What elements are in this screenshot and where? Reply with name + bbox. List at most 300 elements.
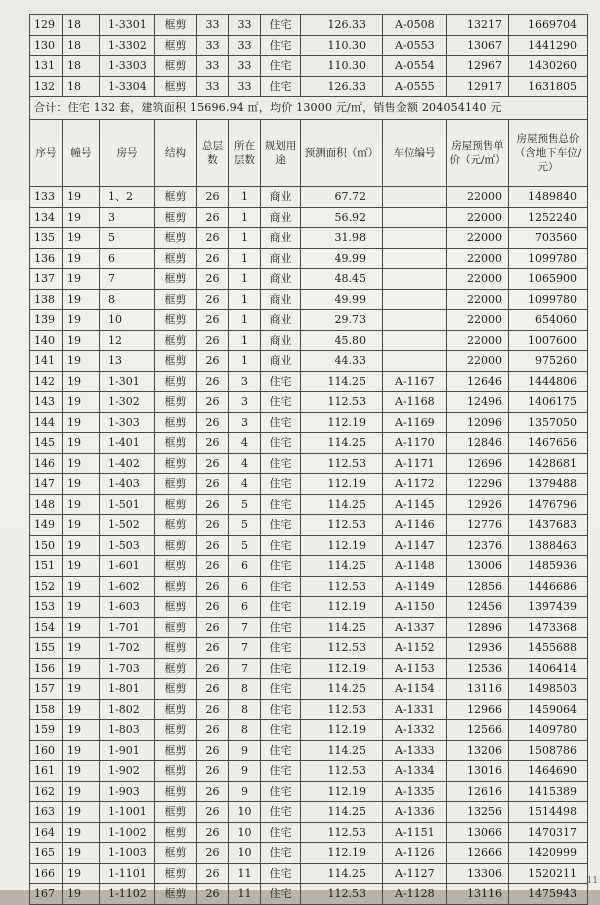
cell-total-floors: 26 xyxy=(197,597,229,618)
cell-building: 19 xyxy=(63,474,100,495)
table-row xyxy=(30,720,588,741)
table-row xyxy=(30,330,588,351)
table-row xyxy=(30,207,588,228)
cell-room: 1-903 xyxy=(100,781,155,802)
cell-serial: 142 xyxy=(30,371,63,392)
column-header: 结构 xyxy=(155,120,197,187)
cell-unit-price: 22000 xyxy=(447,310,509,331)
cell-building: 19 xyxy=(63,699,100,720)
cell-serial: 135 xyxy=(30,228,63,249)
cell-area: 31.98 xyxy=(301,228,383,249)
cell-floor: 6 xyxy=(229,576,261,597)
cell-parking: A-0554 xyxy=(383,56,447,77)
cell-room: 1-701 xyxy=(100,617,155,638)
cell-use: 商业 xyxy=(261,289,301,310)
cell-parking: A-1168 xyxy=(383,392,447,413)
cell-use: 住宅 xyxy=(261,412,301,433)
cell-use: 住宅 xyxy=(261,35,301,56)
cell-total-price: 1099780 xyxy=(509,289,588,310)
cell-total-price: 1420999 xyxy=(509,843,588,864)
cell-serial: 160 xyxy=(30,740,63,761)
cell-floor: 1 xyxy=(229,289,261,310)
cell-parking: A-1126 xyxy=(383,843,447,864)
cell-structure: 框剪 xyxy=(155,433,197,454)
cell-building: 19 xyxy=(63,597,100,618)
cell-serial: 163 xyxy=(30,802,63,823)
cell-unit-price: 12846 xyxy=(447,433,509,454)
cell-parking: A-1172 xyxy=(383,474,447,495)
table-row xyxy=(30,679,588,700)
cell-total-price: 1065900 xyxy=(509,269,588,290)
cell-area: 112.19 xyxy=(301,720,383,741)
cell-parking: A-1332 xyxy=(383,720,447,741)
cell-building: 19 xyxy=(63,535,100,556)
cell-use: 商业 xyxy=(261,207,301,228)
cell-floor: 7 xyxy=(229,617,261,638)
cell-room: 1-303 xyxy=(100,412,155,433)
cell-area: 126.33 xyxy=(301,76,383,97)
cell-building: 19 xyxy=(63,289,100,310)
cell-serial: 145 xyxy=(30,433,63,454)
cell-floor: 7 xyxy=(229,658,261,679)
table-row xyxy=(30,638,588,659)
cell-room: 1-3302 xyxy=(100,35,155,56)
table-row xyxy=(30,802,588,823)
cell-serial: 154 xyxy=(30,617,63,638)
column-header: 所在层数 xyxy=(229,120,261,187)
cell-room: 1-401 xyxy=(100,433,155,454)
table-row xyxy=(30,76,588,97)
cell-total-price: 1475943 xyxy=(509,884,588,905)
cell-use: 商业 xyxy=(261,187,301,208)
table-row xyxy=(30,248,588,269)
column-header: 房号 xyxy=(100,120,155,187)
cell-total-price: 1498503 xyxy=(509,679,588,700)
cell-unit-price: 22000 xyxy=(447,269,509,290)
cell-building: 19 xyxy=(63,679,100,700)
cell-area: 112.53 xyxy=(301,638,383,659)
cell-total-floors: 26 xyxy=(197,535,229,556)
cell-serial: 138 xyxy=(30,289,63,310)
cell-use: 住宅 xyxy=(261,433,301,454)
cell-unit-price: 12496 xyxy=(447,392,509,413)
cell-use: 住宅 xyxy=(261,576,301,597)
cell-total-price: 1437683 xyxy=(509,515,588,536)
cell-total-floors: 26 xyxy=(197,740,229,761)
table-row xyxy=(30,535,588,556)
cell-room: 5 xyxy=(100,228,155,249)
cell-room: 1-3303 xyxy=(100,56,155,77)
cell-total-floors: 26 xyxy=(197,474,229,495)
cell-unit-price: 22000 xyxy=(447,207,509,228)
cell-structure: 框剪 xyxy=(155,474,197,495)
cell-serial: 152 xyxy=(30,576,63,597)
cell-total-floors: 26 xyxy=(197,494,229,515)
cell-parking: A-1331 xyxy=(383,699,447,720)
cell-parking xyxy=(383,248,447,269)
cell-structure: 框剪 xyxy=(155,843,197,864)
cell-area: 126.33 xyxy=(301,15,383,36)
cell-unit-price: 22000 xyxy=(447,330,509,351)
cell-use: 住宅 xyxy=(261,720,301,741)
cell-parking xyxy=(383,289,447,310)
cell-total-floors: 26 xyxy=(197,843,229,864)
cell-serial: 143 xyxy=(30,392,63,413)
cell-total-floors: 26 xyxy=(197,863,229,884)
cell-total-floors: 26 xyxy=(197,289,229,310)
cell-use: 商业 xyxy=(261,330,301,351)
cell-unit-price: 12536 xyxy=(447,658,509,679)
cell-area: 114.25 xyxy=(301,679,383,700)
cell-floor: 3 xyxy=(229,371,261,392)
cell-total-price: 1631805 xyxy=(509,76,588,97)
cell-serial: 157 xyxy=(30,679,63,700)
cell-total-price: 1470317 xyxy=(509,822,588,843)
cell-unit-price: 13256 xyxy=(447,802,509,823)
cell-floor: 4 xyxy=(229,453,261,474)
cell-floor: 7 xyxy=(229,638,261,659)
table-row xyxy=(30,863,588,884)
cell-parking xyxy=(383,228,447,249)
cell-room: 1-302 xyxy=(100,392,155,413)
cell-building: 19 xyxy=(63,822,100,843)
cell-floor: 8 xyxy=(229,699,261,720)
cell-serial: 155 xyxy=(30,638,63,659)
cell-parking: A-1335 xyxy=(383,781,447,802)
cell-room: 1-702 xyxy=(100,638,155,659)
cell-building: 19 xyxy=(63,248,100,269)
cell-use: 商业 xyxy=(261,310,301,331)
cell-room: 12 xyxy=(100,330,155,351)
cell-floor: 9 xyxy=(229,740,261,761)
cell-total-price: 1441290 xyxy=(509,35,588,56)
cell-building: 19 xyxy=(63,843,100,864)
cell-area: 112.53 xyxy=(301,392,383,413)
cell-unit-price: 13067 xyxy=(447,35,509,56)
cell-area: 44.33 xyxy=(301,351,383,372)
cell-total-price: 1099780 xyxy=(509,248,588,269)
cell-floor: 4 xyxy=(229,433,261,454)
cell-area: 112.19 xyxy=(301,474,383,495)
cell-building: 18 xyxy=(63,15,100,36)
cell-structure: 框剪 xyxy=(155,740,197,761)
cell-total-price: 1388463 xyxy=(509,535,588,556)
cell-building: 19 xyxy=(63,638,100,659)
cell-unit-price: 12456 xyxy=(447,597,509,618)
cell-total-floors: 26 xyxy=(197,412,229,433)
cell-area: 114.25 xyxy=(301,371,383,392)
cell-room: 1-801 xyxy=(100,679,155,700)
cell-building: 19 xyxy=(63,494,100,515)
cell-serial: 149 xyxy=(30,515,63,536)
cell-parking: A-0508 xyxy=(383,15,447,36)
cell-floor: 8 xyxy=(229,720,261,741)
cell-parking: A-1148 xyxy=(383,556,447,577)
cell-building: 19 xyxy=(63,617,100,638)
cell-total-price: 1406175 xyxy=(509,392,588,413)
cell-area: 112.53 xyxy=(301,822,383,843)
cell-use: 住宅 xyxy=(261,15,301,36)
cell-area: 114.25 xyxy=(301,556,383,577)
cell-serial: 136 xyxy=(30,248,63,269)
column-header: 房屋预售总价（含地下车位/元） xyxy=(509,120,588,187)
cell-structure: 框剪 xyxy=(155,35,197,56)
cell-unit-price: 12896 xyxy=(447,617,509,638)
cell-area: 67.72 xyxy=(301,187,383,208)
cell-floor: 1 xyxy=(229,310,261,331)
cell-room: 6 xyxy=(100,248,155,269)
cell-unit-price: 22000 xyxy=(447,228,509,249)
cell-use: 住宅 xyxy=(261,597,301,618)
cell-unit-price: 13016 xyxy=(447,761,509,782)
cell-serial: 132 xyxy=(30,76,63,97)
table-row xyxy=(30,351,588,372)
cell-use: 住宅 xyxy=(261,761,301,782)
table-row xyxy=(30,453,588,474)
cell-parking: A-1152 xyxy=(383,638,447,659)
cell-structure: 框剪 xyxy=(155,228,197,249)
cell-unit-price: 12917 xyxy=(447,76,509,97)
cell-building: 19 xyxy=(63,187,100,208)
cell-room: 1-502 xyxy=(100,515,155,536)
table-row xyxy=(30,289,588,310)
cell-room: 1-601 xyxy=(100,556,155,577)
table-row xyxy=(30,35,588,56)
cell-serial: 156 xyxy=(30,658,63,679)
cell-total-price: 1428681 xyxy=(509,453,588,474)
cell-building: 19 xyxy=(63,761,100,782)
cell-use: 住宅 xyxy=(261,474,301,495)
cell-unit-price: 13206 xyxy=(447,740,509,761)
cell-floor: 1 xyxy=(229,351,261,372)
cell-unit-price: 12696 xyxy=(447,453,509,474)
cell-unit-price: 12376 xyxy=(447,535,509,556)
cell-parking: A-1153 xyxy=(383,658,447,679)
table-row xyxy=(30,576,588,597)
cell-structure: 框剪 xyxy=(155,494,197,515)
cell-parking: A-1154 xyxy=(383,679,447,700)
cell-serial: 131 xyxy=(30,56,63,77)
cell-floor: 9 xyxy=(229,781,261,802)
cell-area: 112.53 xyxy=(301,515,383,536)
cell-floor: 6 xyxy=(229,597,261,618)
cell-total-price: 1514498 xyxy=(509,802,588,823)
cell-room: 1-1002 xyxy=(100,822,155,843)
cell-parking: A-1334 xyxy=(383,761,447,782)
cell-serial: 139 xyxy=(30,310,63,331)
cell-building: 19 xyxy=(63,658,100,679)
cell-structure: 框剪 xyxy=(155,76,197,97)
cell-total-floors: 26 xyxy=(197,371,229,392)
cell-floor: 3 xyxy=(229,392,261,413)
cell-structure: 框剪 xyxy=(155,617,197,638)
cell-room: 13 xyxy=(100,351,155,372)
cell-use: 住宅 xyxy=(261,556,301,577)
cell-room: 1-1101 xyxy=(100,863,155,884)
cell-area: 45.80 xyxy=(301,330,383,351)
cell-area: 49.99 xyxy=(301,289,383,310)
cell-floor: 33 xyxy=(229,56,261,77)
cell-parking: A-0553 xyxy=(383,35,447,56)
cell-room: 1-1001 xyxy=(100,802,155,823)
cell-parking: A-1149 xyxy=(383,576,447,597)
cell-parking: A-1336 xyxy=(383,802,447,823)
cell-use: 住宅 xyxy=(261,76,301,97)
cell-total-floors: 26 xyxy=(197,638,229,659)
cell-parking xyxy=(383,269,447,290)
cell-room: 1-803 xyxy=(100,720,155,741)
cell-room: 1、2 xyxy=(100,187,155,208)
cell-floor: 1 xyxy=(229,228,261,249)
cell-use: 商业 xyxy=(261,269,301,290)
cell-room: 1-403 xyxy=(100,474,155,495)
cell-structure: 框剪 xyxy=(155,822,197,843)
table-row xyxy=(30,474,588,495)
cell-unit-price: 12566 xyxy=(447,720,509,741)
cell-room: 1-602 xyxy=(100,576,155,597)
cell-area: 112.53 xyxy=(301,576,383,597)
cell-unit-price: 13306 xyxy=(447,863,509,884)
cell-parking: A-1171 xyxy=(383,453,447,474)
cell-floor: 11 xyxy=(229,863,261,884)
cell-serial: 141 xyxy=(30,351,63,372)
cell-structure: 框剪 xyxy=(155,269,197,290)
cell-total-price: 1007600 xyxy=(509,330,588,351)
table-row xyxy=(30,761,588,782)
cell-building: 19 xyxy=(63,781,100,802)
cell-structure: 框剪 xyxy=(155,56,197,77)
cell-building: 19 xyxy=(63,433,100,454)
cell-floor: 10 xyxy=(229,802,261,823)
cell-total-floors: 26 xyxy=(197,699,229,720)
table-row xyxy=(30,658,588,679)
cell-serial: 144 xyxy=(30,412,63,433)
cell-building: 19 xyxy=(63,412,100,433)
cell-parking xyxy=(383,187,447,208)
column-header: 房屋预售单价（元/㎡） xyxy=(447,120,509,187)
cell-total-price: 1669704 xyxy=(509,15,588,36)
cell-serial: 166 xyxy=(30,863,63,884)
cell-parking: A-1128 xyxy=(383,884,447,905)
cell-floor: 11 xyxy=(229,884,261,905)
cell-serial: 133 xyxy=(30,187,63,208)
cell-total-price: 1489840 xyxy=(509,187,588,208)
cell-total-floors: 26 xyxy=(197,228,229,249)
cell-use: 住宅 xyxy=(261,515,301,536)
table-row xyxy=(30,187,588,208)
cell-unit-price: 12966 xyxy=(447,699,509,720)
cell-serial: 150 xyxy=(30,535,63,556)
cell-building: 19 xyxy=(63,802,100,823)
cell-building: 19 xyxy=(63,392,100,413)
cell-structure: 框剪 xyxy=(155,781,197,802)
cell-floor: 3 xyxy=(229,412,261,433)
cell-use: 住宅 xyxy=(261,453,301,474)
cell-unit-price: 13066 xyxy=(447,822,509,843)
cell-total-price: 1415389 xyxy=(509,781,588,802)
cell-building: 18 xyxy=(63,76,100,97)
cell-total-floors: 26 xyxy=(197,617,229,638)
cell-floor: 10 xyxy=(229,822,261,843)
cell-serial: 161 xyxy=(30,761,63,782)
table-row xyxy=(30,412,588,433)
cell-structure: 框剪 xyxy=(155,453,197,474)
cell-unit-price: 12096 xyxy=(447,412,509,433)
cell-room: 3 xyxy=(100,207,155,228)
cell-structure: 框剪 xyxy=(155,576,197,597)
cell-total-price: 1459064 xyxy=(509,699,588,720)
cell-serial: 164 xyxy=(30,822,63,843)
table-row xyxy=(30,843,588,864)
cell-total-price: 975260 xyxy=(509,351,588,372)
table-row xyxy=(30,56,588,77)
cell-total-floors: 26 xyxy=(197,330,229,351)
cell-floor: 8 xyxy=(229,679,261,700)
column-header: 预测面积（㎡） xyxy=(301,120,383,187)
cell-use: 住宅 xyxy=(261,679,301,700)
cell-floor: 33 xyxy=(229,76,261,97)
cell-total-price: 1464690 xyxy=(509,761,588,782)
cell-unit-price: 12926 xyxy=(447,494,509,515)
table-row xyxy=(30,617,588,638)
cell-use: 住宅 xyxy=(261,843,301,864)
cell-unit-price: 12856 xyxy=(447,576,509,597)
cell-area: 114.25 xyxy=(301,433,383,454)
cell-building: 19 xyxy=(63,740,100,761)
cell-parking: A-1169 xyxy=(383,412,447,433)
cell-serial: 134 xyxy=(30,207,63,228)
cell-unit-price: 12936 xyxy=(447,638,509,659)
cell-structure: 框剪 xyxy=(155,658,197,679)
cell-unit-price: 12967 xyxy=(447,56,509,77)
table-row xyxy=(30,392,588,413)
cell-total-floors: 26 xyxy=(197,576,229,597)
cell-area: 112.19 xyxy=(301,412,383,433)
cell-area: 110.30 xyxy=(301,56,383,77)
cell-structure: 框剪 xyxy=(155,330,197,351)
cell-total-price: 1379488 xyxy=(509,474,588,495)
cell-unit-price: 22000 xyxy=(447,248,509,269)
cell-structure: 框剪 xyxy=(155,761,197,782)
cell-parking: A-1150 xyxy=(383,597,447,618)
cell-floor: 33 xyxy=(229,15,261,36)
cell-structure: 框剪 xyxy=(155,720,197,741)
cell-room: 10 xyxy=(100,310,155,331)
column-header: 总层数 xyxy=(197,120,229,187)
cell-parking: A-0555 xyxy=(383,76,447,97)
cell-unit-price: 22000 xyxy=(447,187,509,208)
cell-area: 114.25 xyxy=(301,494,383,515)
cell-floor: 9 xyxy=(229,761,261,782)
cell-use: 商业 xyxy=(261,351,301,372)
cell-room: 1-503 xyxy=(100,535,155,556)
cell-structure: 框剪 xyxy=(155,679,197,700)
cell-total-price: 1444806 xyxy=(509,371,588,392)
cell-structure: 框剪 xyxy=(155,597,197,618)
cell-unit-price: 12616 xyxy=(447,781,509,802)
cell-parking xyxy=(383,330,447,351)
cell-use: 商业 xyxy=(261,228,301,249)
top-rows xyxy=(30,15,588,97)
cell-total-floors: 26 xyxy=(197,556,229,577)
cell-serial: 167 xyxy=(30,884,63,905)
cell-parking: A-1127 xyxy=(383,863,447,884)
cell-serial: 129 xyxy=(30,15,63,36)
cell-unit-price: 12646 xyxy=(447,371,509,392)
cell-structure: 框剪 xyxy=(155,535,197,556)
column-header: 规划用途 xyxy=(261,120,301,187)
cell-area: 110.30 xyxy=(301,35,383,56)
